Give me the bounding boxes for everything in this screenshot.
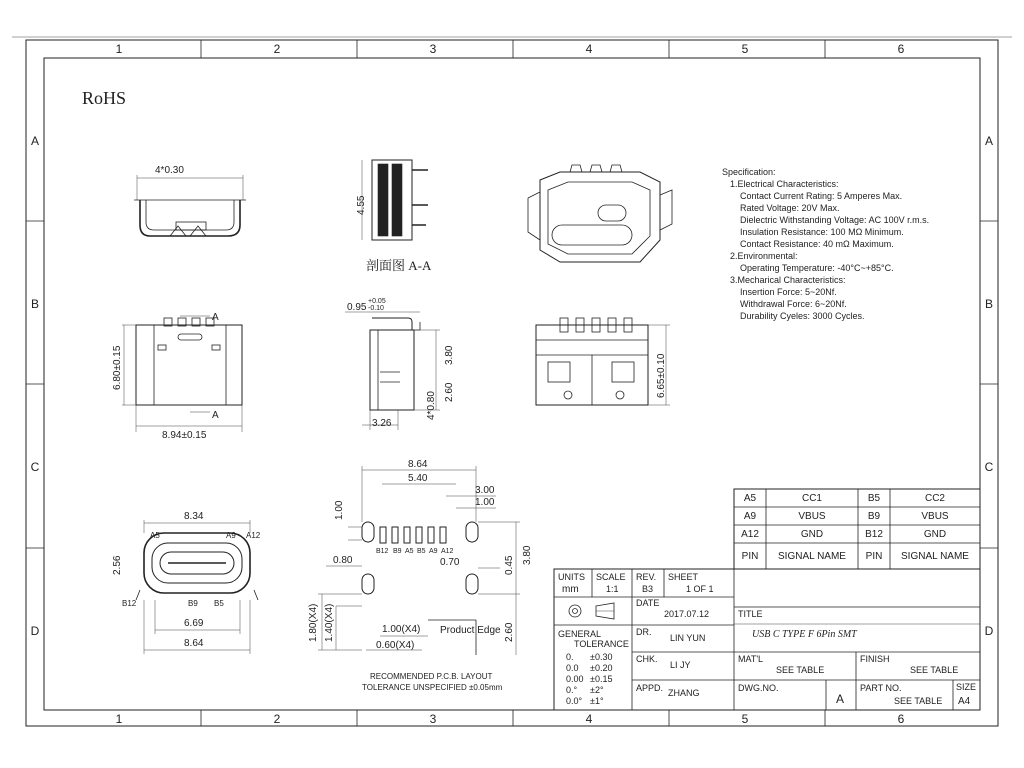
dim-side-top: 0.95 (347, 302, 367, 313)
dwg-value: A (836, 692, 845, 706)
sheet-label: SHEET (668, 572, 699, 582)
finish-value: SEE TABLE (910, 665, 959, 675)
dim-pcb-045: 0.45 (504, 555, 515, 575)
row-label-left-b: B (30, 297, 40, 311)
row-label-left-d: D (30, 624, 40, 638)
tol-val: ±0.15 (590, 674, 613, 684)
spec-line: Durability Cyeles: 3000 Cycles. (740, 311, 865, 321)
spec-line: Operating Temperature: -40°C~+85°C. (740, 263, 894, 273)
partno-label: PART NO. (860, 683, 902, 693)
spec-line: Contact Current Rating: 5 Amperes Max. (740, 191, 903, 201)
rohs-label: RoHS (82, 88, 127, 108)
col-label-bottom-6: 6 (897, 712, 905, 726)
dim-pcb-100a: 1.00 (334, 500, 345, 520)
inner-frame (44, 58, 980, 710)
dim-top-pins: 4*0.30 (155, 165, 184, 176)
row-label-left-c: C (30, 460, 40, 474)
row-label-right-d: D (984, 624, 994, 638)
units-value: mm (562, 584, 579, 595)
size-label: SIZE (956, 682, 977, 692)
bottom-view (536, 318, 670, 405)
section-label: 剖面图 A-A (366, 258, 432, 273)
pin-label-a9: A9 (226, 531, 236, 540)
dim-pcb-100b: 1.00 (475, 497, 495, 508)
sheet-value: 1 OF 1 (686, 584, 714, 594)
pcb-tolerance-note: TOLERANCE UNSPECIFIED ±0.05mm (362, 683, 503, 692)
spec-line: Withdrawal Force: 6~20Nf. (740, 299, 847, 309)
col-label-top-4: 4 (585, 42, 593, 56)
pin-label-b5: B5 (214, 599, 224, 608)
tol-key: 0.0° (566, 696, 583, 706)
col-label-bottom-2: 2 (273, 712, 281, 726)
tol-key: 0.0 (566, 663, 579, 673)
dim-bottom-height: 6.65±0.10 (656, 353, 667, 398)
pcb-pin-label: A12 (441, 548, 454, 555)
pin-header: PIN (865, 551, 883, 562)
pin-cell: A12 (741, 529, 759, 540)
matl-value: SEE TABLE (776, 665, 825, 675)
specification (722, 167, 929, 321)
dim-side-top-plus: +0.05 (368, 298, 386, 305)
pin-cell: B12 (865, 529, 883, 540)
units-label: UNITS (558, 572, 585, 582)
pcb-pin-label: B5 (417, 548, 426, 555)
finish-label: FINISH (860, 654, 890, 664)
appd-value: ZHANG (668, 688, 700, 698)
front-view (122, 316, 242, 432)
signal-cell: CC2 (924, 493, 946, 504)
size-value: A4 (958, 696, 971, 707)
col-label-bottom-4: 4 (585, 712, 593, 726)
pcb-pin-label: A5 (405, 548, 414, 555)
dim-pcb-070: 0.70 (440, 557, 460, 568)
date-label: DATE (636, 598, 660, 608)
signal-cell: GND (923, 529, 947, 540)
tol-val: ±2° (590, 685, 604, 695)
pin-label-b9: B9 (188, 599, 198, 608)
dim-pcb-864: 8.64 (408, 459, 428, 470)
pin-label-b12: B12 (122, 599, 137, 608)
pcb-pin-label: B9 (393, 548, 402, 555)
dim-pcb-080: 0.80 (333, 555, 353, 566)
chk-label: CHK. (636, 654, 658, 664)
general-label: GENERAL (558, 629, 602, 639)
dim-socket-864: 8.64 (184, 638, 204, 649)
top-view (134, 175, 246, 236)
dim-socket-669: 6.69 (184, 618, 204, 629)
partno-value: SEE TABLE (894, 696, 943, 706)
dim-side-height: 4.55 (356, 195, 367, 215)
pin-cell: A9 (743, 511, 757, 522)
rev-value: B3 (642, 584, 654, 594)
dim-side-260: 2.60 (444, 382, 455, 402)
dr-value: LIN YUN (670, 633, 706, 643)
drawing-title: USB C TYPE F 6Pin SMT (752, 629, 857, 640)
section-marker-top: A (212, 312, 219, 323)
pin-label-a5: A5 (150, 531, 160, 540)
row-label-right-a: A (984, 134, 994, 148)
chk-value: LI JY (670, 660, 691, 670)
pcb-layout-title: RECOMMENDED P.C.B. LAYOUT (370, 672, 493, 681)
col-label-top-1: 1 (115, 42, 123, 56)
dim-pcb-180: 1.80(X4) (308, 603, 319, 642)
dim-side-top-minus: -0.10 (368, 305, 384, 312)
signal-header: SIGNAL NAME (901, 551, 969, 562)
spec-line: Insulation Resistance: 100 MΩ Minimum. (740, 227, 904, 237)
col-label-top-3: 3 (429, 42, 437, 56)
scale-value: 1:1 (606, 584, 619, 594)
pin-cell: A5 (743, 493, 757, 504)
dim-socket-834: 8.34 (184, 511, 204, 522)
dim-side-480: 4*0.80 (426, 391, 437, 420)
spec-title: Specification: (722, 167, 776, 177)
tolerance-label: TOLERANCE (574, 639, 629, 649)
socket-front-view (136, 520, 258, 654)
section-view (362, 160, 428, 240)
dim-pcb-140: 1.40(X4) (324, 603, 335, 642)
col-label-top-6: 6 (897, 42, 905, 56)
section-marker-bottom: A (212, 410, 219, 421)
product-edge-label: Product Edge (440, 625, 501, 636)
appd-label: APPD. (636, 683, 664, 693)
pin-header: PIN (741, 551, 759, 562)
col-label-bottom-5: 5 (741, 712, 749, 726)
spec-line: 1.Electrical Characteristics: (730, 179, 839, 189)
col-label-top-5: 5 (741, 42, 749, 56)
signal-cell: CC1 (801, 493, 823, 504)
dim-front-width: 8.94±0.15 (162, 430, 207, 441)
pcb-pin-label: B12 (376, 548, 389, 555)
dim-pcb-300: 3.00 (475, 485, 495, 496)
spec-line: 3.Mecharical Characteristics: (730, 275, 846, 285)
col-label-bottom-1: 1 (115, 712, 123, 726)
signal-cell: VBUS (798, 511, 826, 522)
col-label-bottom-3: 3 (429, 712, 437, 726)
spec-line: Contact Resistance: 40 mΩ Maximum. (740, 239, 894, 249)
tol-val: ±0.20 (590, 663, 613, 673)
tol-val: ±0.30 (590, 652, 613, 662)
tol-key: 0. (566, 652, 574, 662)
signal-cell: VBUS (921, 511, 949, 522)
dim-pcb-060x4: 0.60(X4) (376, 640, 415, 651)
rev-label: REV. (636, 572, 657, 582)
matl-label: MAT'L (738, 654, 764, 664)
dim-pcb-260: 2.60 (504, 622, 515, 642)
spec-line: 2.Environmental: (730, 251, 798, 261)
row-label-right-b: B (984, 297, 994, 311)
tol-key: 0.00 (566, 674, 584, 684)
signal-header: SIGNAL NAME (778, 551, 846, 562)
col-label-top-2: 2 (273, 42, 281, 56)
pin-label-a12: A12 (246, 531, 261, 540)
iso-view-top (528, 165, 672, 262)
dim-pcb-380: 3.80 (522, 545, 533, 565)
dim-socket-256: 2.56 (112, 555, 123, 575)
row-label-left-a: A (30, 134, 40, 148)
dim-pcb-540: 5.40 (408, 473, 428, 484)
row-label-right-c: C (984, 460, 994, 474)
date-value: 2017.07.12 (664, 609, 710, 619)
spec-line: Rated Voltage: 20V Max. (740, 203, 840, 213)
tol-key: 0.° (566, 685, 578, 695)
dim-side-380: 3.80 (444, 345, 455, 365)
scale-label: SCALE (596, 572, 626, 582)
dim-side-326: 3.26 (372, 418, 392, 429)
spec-line: Insertion Force: 5~20Nf. (740, 287, 837, 297)
title-label: TITLE (738, 609, 763, 619)
spec-line: Dielectric Withstanding Voltage: AC 100V r.m.s. (740, 215, 930, 225)
dim-front-height: 6.80±0.15 (112, 345, 123, 390)
signal-cell: GND (800, 529, 824, 540)
pin-cell: B9 (867, 511, 881, 522)
dwg-label: DWG.NO. (738, 683, 779, 693)
pin-cell: B5 (867, 493, 881, 504)
tol-val: ±1° (590, 696, 604, 706)
dr-label: DR. (636, 627, 652, 637)
pcb-pin-label: A9 (429, 548, 438, 555)
dim-pcb-100x4: 1.00(X4) (382, 624, 421, 635)
